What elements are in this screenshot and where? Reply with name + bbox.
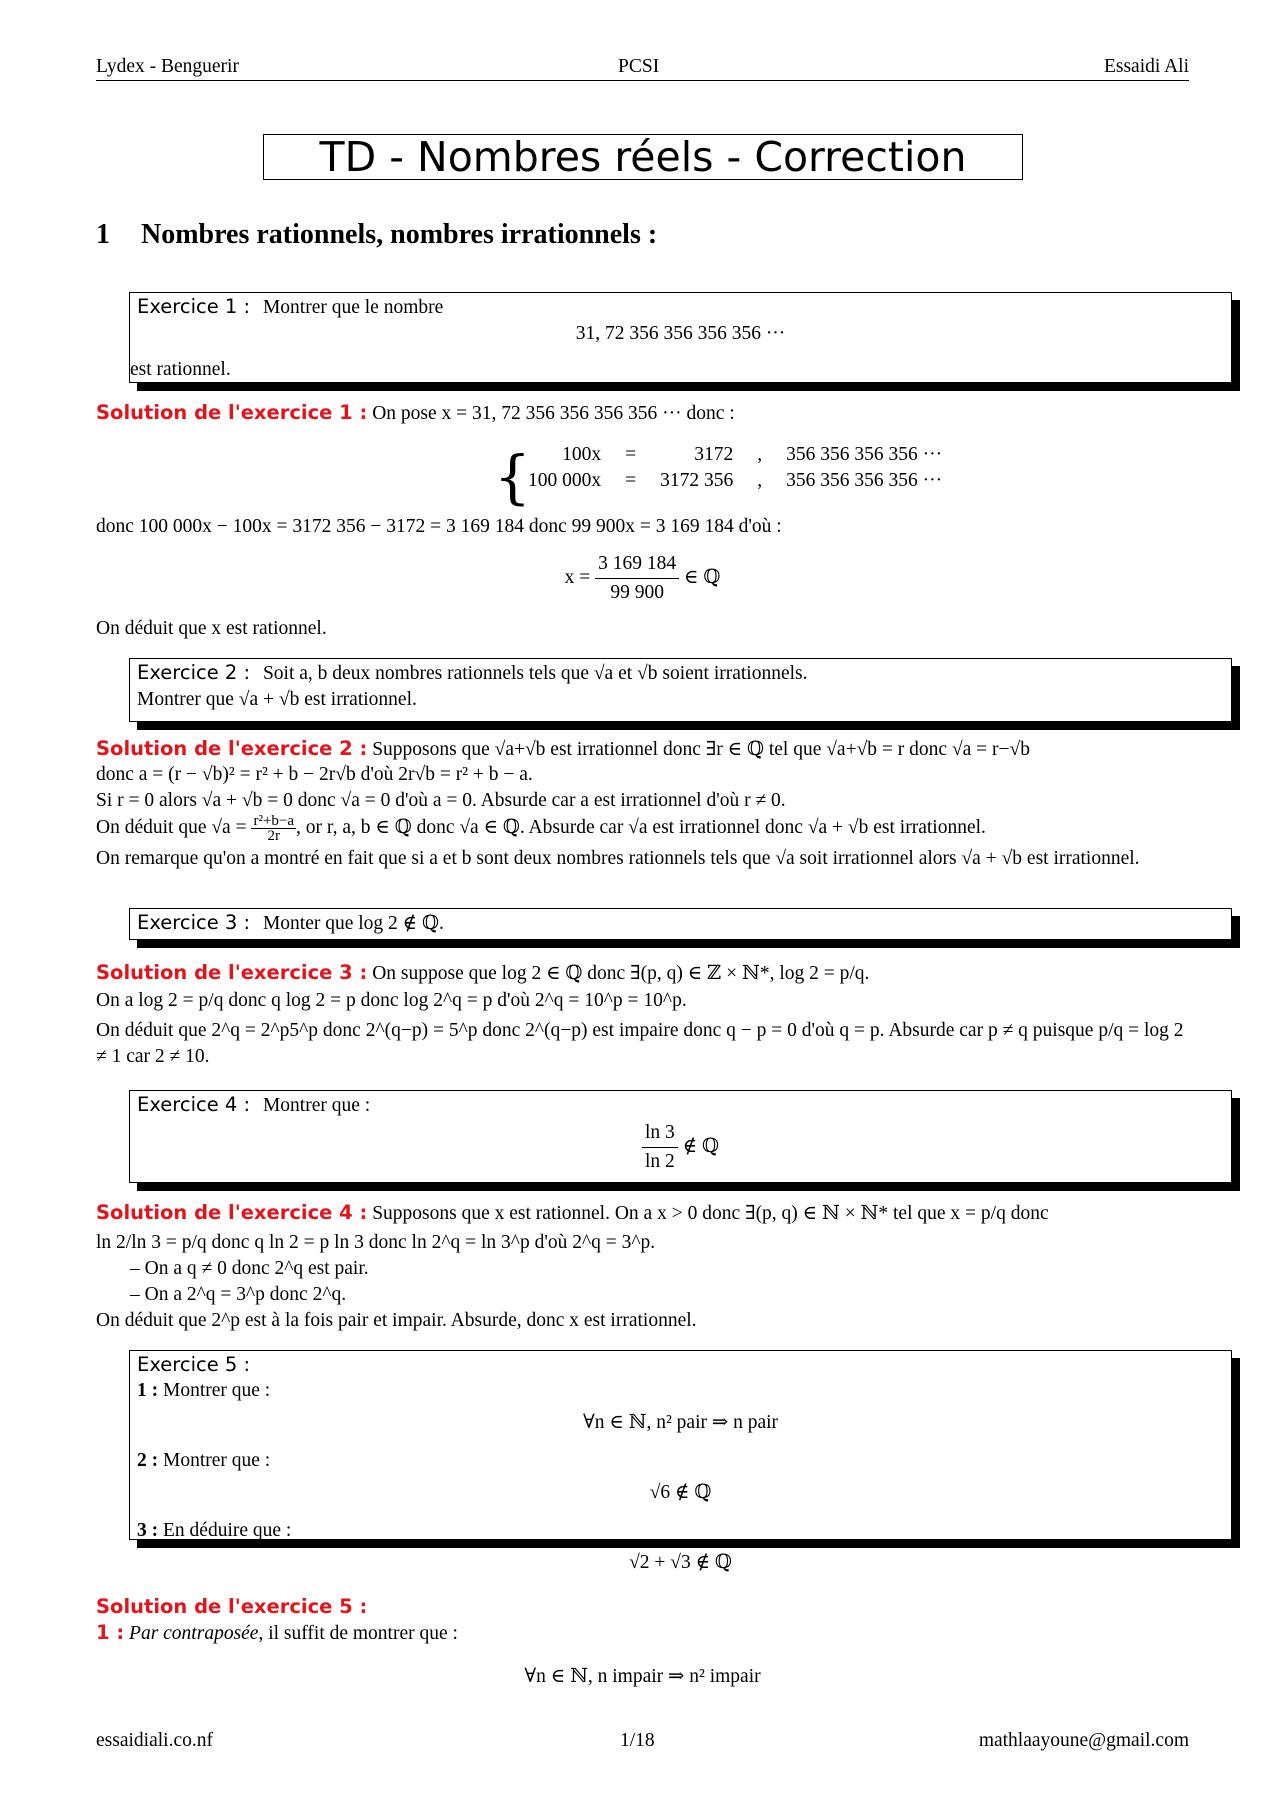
exercise-5-label: Exercice 5 :	[137, 1353, 251, 1376]
solution-4-label: Solution de l'exercice 4 :	[96, 1201, 368, 1224]
solution-5-line-1	[96, 1620, 1189, 1647]
solution-4-line-3: On déduit que 2^p est à la fois pair et impair. Absurde, donc x est irrationnel.	[96, 1310, 697, 1331]
system-row	[516, 442, 954, 468]
exercise-3-label: Exercice 3 :	[137, 911, 251, 934]
question-3-text: En déduire que :	[163, 1520, 292, 1541]
solution-5-label-text: Solution de l'exercice 5 :	[96, 1595, 368, 1618]
question-2-text: Montrer que :	[163, 1450, 271, 1471]
part-1-emphasis: Par contraposée	[129, 1623, 259, 1644]
part-1-text: , il suffit de montrer que :	[258, 1623, 458, 1644]
solution-5-label	[96, 1594, 1189, 1621]
exercise-1-box	[129, 292, 1232, 383]
solution-2-text: On déduit que √a =	[96, 816, 247, 838]
exercise-3-text: Monter que log 2 ∉ ℚ.	[262, 913, 444, 934]
sys-cell: ,	[757, 470, 763, 491]
part-1-number: 1 :	[96, 1621, 125, 1644]
page-footer	[96, 1728, 1189, 1754]
solution-4-bullet-2: – On a 2^q = 3^p donc 2^q.	[130, 1284, 347, 1305]
exercise-3-box	[129, 908, 1232, 940]
exercise-4-formula	[137, 1119, 1224, 1176]
solution-4-text: Supposons que x est rationnel. On a x > 0 donc ∃(p, q) ∈ ℕ × ℕ* tel que x = p/q donc	[372, 1203, 1049, 1224]
solution-3-label: Solution de l'exercice 3 :	[96, 961, 368, 984]
solution-1-label: Solution de l'exercice 1 :	[96, 401, 368, 424]
exercise-5-box	[129, 1350, 1232, 1573]
solution-2-label: Solution de l'exercice 2 :	[96, 737, 368, 760]
equation-system	[516, 442, 954, 494]
fraction-numerator: 3 169 184	[595, 550, 679, 579]
footer-right: mathlaayoune@gmail.com	[978, 1730, 1189, 1751]
system-row	[516, 468, 954, 494]
solution-5-formula: ∀n ∈ ℕ, n impair ⇒ n² impair	[524, 1666, 761, 1687]
question-3-formula: √2 + √3 ∉ ℚ	[629, 1552, 732, 1573]
header-left: Lydex - Benguerir	[96, 56, 239, 77]
question-3-number: 3 :	[137, 1520, 159, 1541]
solution-4-line-1	[96, 1200, 1189, 1227]
solution-2-line-2: donc a = (r − √b)² = r² + b − 2r√b d'où 2r√b = r² + b − a.	[96, 764, 533, 785]
page	[96, 0, 1189, 1811]
solution-3-line-3: On déduit que 2^q = 2^p5^p donc 2^(q−p) = 5^p donc 2^(q−p) est impaire donc q − p = 0 d'où q = p. Absurde car p ≠ q puisque p/q = log 2 ≠ 1 car 2 ≠ 10.	[96, 1020, 1184, 1067]
system-brace: {	[494, 443, 531, 511]
solution-1-line-3: On déduit que x est rationnel.	[96, 618, 327, 639]
formula-rhs: ∉ ℚ	[682, 1135, 719, 1157]
fraction-denominator: 2r	[267, 828, 280, 844]
exercise-2-box	[129, 658, 1232, 722]
exercise-4-box	[129, 1090, 1232, 1183]
solution-1-line-1	[96, 400, 1189, 427]
exercise-2-line-1: Soit a, b deux nombres rationnels tels que √a et √b soient irrationnels.	[262, 663, 808, 684]
solution-4-bullet-1: – On a q ≠ 0 donc 2^q est pair.	[130, 1258, 369, 1279]
solution-2-text: , or r, a, b ∈ ℚ donc √a ∈ ℚ. Absurde car √a est irrationnel donc √a + √b est irrationnel.	[296, 816, 986, 838]
solution-1-text: On pose x = 31, 72 356 356 356 356 ··· donc :	[372, 403, 735, 424]
question-1-text: Montrer que :	[163, 1380, 271, 1401]
solution-2-line-5: On remarque qu'on a montré en fait que si a et b sont deux nombres rationnels tels que √a soit irrationnel alors √a + √b est irrationnel.	[96, 848, 1140, 869]
fraction-rhs: ∈ ℚ	[684, 566, 721, 588]
fraction-denominator: 99 900	[610, 582, 664, 603]
fraction-lhs: x =	[564, 566, 591, 588]
question-2-formula: √6 ∉ ℚ	[649, 1482, 712, 1503]
exercise-1-label: Exercice 1 :	[137, 295, 251, 318]
sys-cell: =	[625, 470, 637, 491]
header-center: PCSI	[618, 56, 660, 77]
exercise-2-label: Exercice 2 :	[137, 661, 251, 684]
solution-1-line-2: donc 100 000x − 100x = 3172 356 − 3172 = 3 169 184 donc 99 900x = 3 169 184 d'où :	[96, 516, 782, 537]
fraction	[642, 1119, 678, 1176]
exercise-1-outro: est rationnel.	[130, 359, 231, 380]
question-2-number: 2 :	[137, 1450, 159, 1471]
sys-cell: ,	[757, 444, 763, 465]
footer-left: essaidiali.co.nf	[96, 1730, 213, 1751]
fraction-numerator: ln 3	[642, 1119, 678, 1148]
solution-2-line-3: Si r = 0 alors √a + √b = 0 donc √a = 0 d'où a = 0. Absurde car a est irrationnel d'où r ≠ 0.	[96, 790, 786, 811]
exercise-1-intro: Montrer que le nombre	[262, 297, 444, 318]
sys-cell: 356 356 356 356 ···	[786, 470, 943, 491]
question-1-formula: ∀n ∈ ℕ, n² pair ⇒ n pair	[582, 1412, 779, 1433]
section-title: Nombres rationnels, nombres irrationnels :	[141, 219, 658, 250]
exercise-1-number: 31, 72 356 356 356 356 ···	[575, 323, 786, 344]
header-right: Essaidi Ali	[1103, 56, 1189, 77]
fraction	[251, 814, 296, 843]
fraction-numerator: r²+b−a	[253, 813, 295, 829]
fraction	[595, 550, 679, 607]
solution-3-line-1	[96, 960, 1189, 987]
question-1-number: 1 :	[137, 1380, 159, 1401]
solution-3-text: On suppose que log 2 ∈ ℚ donc ∃(p, q) ∈ ℤ × ℕ*, log 2 = p/q.	[372, 963, 870, 984]
solution-3-line-2: On a log 2 = p/q donc q log 2 = p donc log 2^q = p d'où 2^q = 10^p = 10^p.	[96, 990, 687, 1011]
solution-4-line-2: ln 2/ln 3 = p/q donc q ln 2 = p ln 3 donc ln 2^q = ln 3^p d'où 2^q = 3^p.	[96, 1232, 656, 1253]
document-title: TD - Nombres réels - Correction	[263, 134, 1023, 180]
exercise-2-line-2: Montrer que √a + √b est irrationnel.	[137, 689, 417, 710]
exercise-4-label: Exercice 4 :	[137, 1093, 251, 1116]
sys-cell: 3172 356	[660, 470, 734, 491]
section-number: 1	[96, 219, 110, 250]
solution-2-line-4	[96, 814, 1189, 843]
sys-cell: 100 000x	[528, 470, 602, 491]
sys-cell: 3172	[694, 444, 734, 465]
exercise-4-intro: Montrer que :	[262, 1095, 371, 1116]
solution-2-text: Supposons que √a+√b est irrationnel donc ∃r ∈ ℚ tel que √a+√b = r donc √a = r−√b	[372, 739, 1030, 760]
sys-cell: =	[625, 444, 637, 465]
solution-1-fraction	[96, 550, 1189, 607]
sys-cell: 356 356 356 356 ···	[786, 444, 943, 465]
fraction-denominator: ln 2	[645, 1151, 675, 1172]
footer-page-number: 1/18	[620, 1730, 655, 1751]
solution-2-line-1	[96, 736, 1189, 763]
section-heading	[96, 218, 657, 252]
page-header	[96, 54, 1189, 81]
sys-cell: 100x	[562, 444, 602, 465]
